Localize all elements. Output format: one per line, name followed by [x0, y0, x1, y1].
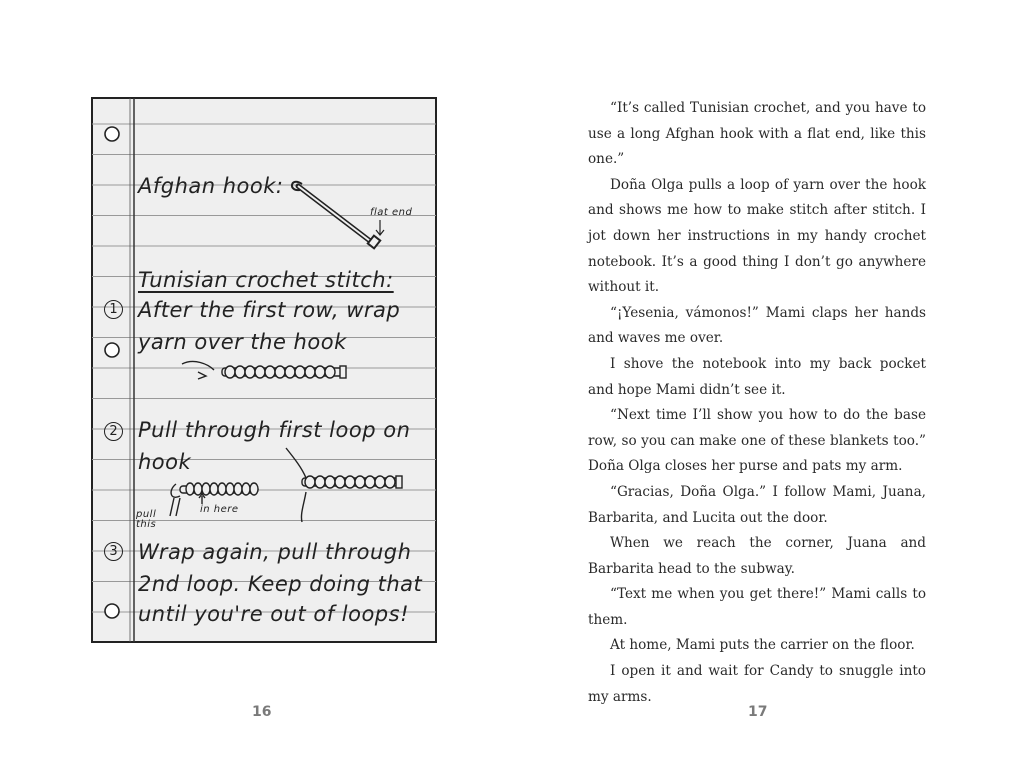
step-1-line-2: yarn over the hook: [138, 330, 347, 354]
paragraph: At home, Mami puts the carrier on the floor.: [610, 637, 915, 654]
step-2-line-1: Pull through first loop on: [138, 418, 411, 442]
step-1-line-1: After the first row, wrap: [138, 298, 401, 322]
paragraph: “¡Yesenia, vámonos!” Mami claps her hands and waves me over.: [588, 304, 926, 347]
step-2-number: 2: [104, 422, 123, 441]
step-1-number: 1: [104, 300, 123, 319]
notebook-heading-afghan-hook: Afghan hook:: [138, 174, 284, 198]
step-3-line-3: until you're out of loops!: [138, 602, 409, 626]
step-3-number: 3: [104, 542, 123, 561]
notebook-label-pull-this: pull this: [136, 509, 157, 530]
step-3-line-1: Wrap again, pull through: [138, 540, 412, 564]
paragraph: I shove the notebook into my back pocket and hope Mami didn’t see it.: [588, 355, 926, 398]
paragraph: “Gracias, Doña Olga.” I follow Mami, Juana, Barbarita, and Lucita out the door.: [588, 483, 926, 526]
binder-hole-icon: [105, 343, 119, 357]
paragraph: “Text me when you get there!” Mami calls to them.: [588, 586, 926, 628]
notebook-label-flat-end: flat end: [370, 207, 413, 218]
binder-hole-icon: [105, 604, 119, 618]
page-number-right: 17: [748, 704, 768, 720]
binder-hole-icon: [105, 127, 119, 141]
notebook-label-in-here: in here: [200, 504, 239, 515]
story-text: [588, 96, 926, 710]
paragraph: I open it and wait for Candy to snuggle into my arms.: [588, 663, 926, 705]
paragraph: “It’s called Tunisian crochet, and you have to use a long Afghan hook with a flat end, like this one.”: [588, 100, 926, 168]
page-number-left: 16: [252, 704, 272, 720]
paragraph: Doña Olga pulls a loop of yarn over the hook and shows me how to make stitch after stitch. I jot down her instructions in my handy crochet notebook. It’s a good thing I don’t go anywhere without it.: [588, 176, 926, 296]
step-2-line-2: hook: [138, 450, 192, 474]
notebook-page-illustration: [90, 96, 438, 644]
notebook-heading-tunisian-stitch: Tunisian crochet stitch:: [138, 268, 394, 292]
step-3-line-2: 2nd loop. Keep doing that: [138, 572, 423, 596]
paragraph: “Next time I’ll show you how to do the base row, so you can make one of these blankets too.” Doña Olga closes her purse and pats my arm.: [588, 407, 926, 475]
paragraph: When we reach the corner, Juana and Barbarita head to the subway.: [588, 535, 926, 577]
